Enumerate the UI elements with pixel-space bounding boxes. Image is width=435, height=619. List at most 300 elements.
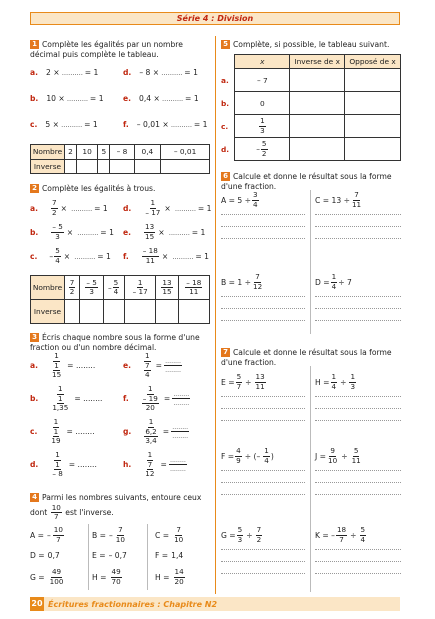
header-inverse: Inverse de x	[290, 55, 345, 69]
exercise-4	[30, 493, 210, 522]
table-cell	[178, 276, 209, 300]
denominator	[142, 428, 159, 446]
answer-cell[interactable]	[161, 159, 210, 174]
number-name: H =	[92, 572, 107, 582]
answer-line[interactable]	[221, 238, 305, 239]
denominator-blank[interactable]: ........	[169, 464, 186, 474]
numerator: 7	[118, 525, 123, 534]
exercise-1-table	[30, 144, 210, 174]
numerator: 7	[69, 277, 75, 287]
equation-item	[30, 120, 98, 129]
answer-line[interactable]	[221, 549, 305, 550]
answer-line[interactable]	[315, 308, 401, 309]
equation-item	[123, 223, 205, 241]
denominator: 2	[261, 148, 267, 158]
complex-fraction-item	[30, 385, 102, 413]
answer-line[interactable]	[315, 549, 401, 550]
fraction	[236, 373, 243, 391]
exercise-number: 1	[30, 40, 39, 49]
expression-J	[315, 447, 363, 465]
item-label: h.	[123, 460, 132, 470]
answer-cell[interactable]	[134, 159, 161, 174]
blank[interactable]: ..........	[161, 94, 184, 103]
equation-item	[123, 199, 211, 217]
numerator: – 5	[52, 222, 63, 231]
grid-divider	[147, 524, 148, 590]
exercise-7-instruction	[221, 348, 401, 367]
number-name: F =	[155, 550, 169, 560]
candidate-number[interactable]	[92, 526, 127, 544]
expression-prefix: H =	[315, 377, 330, 387]
row-label: b.	[221, 98, 230, 108]
answer-line[interactable]	[221, 561, 305, 562]
numerator: 13	[162, 277, 172, 287]
answer-line[interactable]	[221, 296, 305, 297]
fraction	[111, 568, 122, 586]
complex-fraction-item	[123, 418, 190, 446]
equation-right: = 1	[191, 227, 206, 237]
answer-line[interactable]	[221, 573, 305, 574]
candidate-number[interactable]	[155, 568, 186, 586]
expression-prefix: K = –	[315, 530, 335, 540]
table-row	[221, 115, 401, 138]
answer-line[interactable]	[221, 226, 305, 227]
fraction	[144, 199, 161, 217]
item-label: f.	[123, 120, 129, 129]
table-row-header: Nombre	[31, 276, 65, 300]
denominator: 12	[145, 469, 155, 478]
denominator	[49, 362, 64, 380]
equals: = ........	[74, 394, 103, 404]
instruction-text: Calcule et donne le résultat sous la forme d'une fraction.	[221, 348, 392, 367]
complex-fraction	[142, 451, 157, 479]
complex-fraction-item	[123, 352, 183, 380]
fraction	[185, 279, 202, 297]
corner-cell	[221, 55, 235, 69]
number-name: H =	[155, 572, 170, 582]
denominator	[140, 395, 161, 413]
exercise-4-instruction	[30, 493, 210, 503]
numerator: 1	[260, 116, 265, 125]
numerator: – 18	[142, 246, 158, 255]
candidate-number[interactable]	[30, 568, 65, 586]
complex-fraction	[142, 352, 153, 380]
table-row	[221, 69, 401, 92]
blank[interactable]: ..........	[168, 227, 190, 237]
answer-line[interactable]	[315, 408, 401, 409]
instruction-text: Complète les égalités à trous.	[42, 184, 156, 193]
candidate-number[interactable]	[155, 526, 185, 544]
numerator: 5	[236, 372, 242, 381]
page-number: 20	[30, 597, 44, 611]
denominator	[142, 362, 153, 380]
sign: –	[49, 251, 54, 261]
x-value	[235, 92, 290, 115]
numerator: 1	[148, 384, 153, 393]
fraction	[349, 373, 356, 391]
instruction-text: est l'inverse.	[65, 507, 114, 517]
answer-cell[interactable]	[178, 300, 209, 324]
numerator: 10	[51, 502, 61, 512]
inverse-cell[interactable]	[290, 115, 345, 138]
equation-left: – 8 ×	[139, 68, 160, 77]
candidate-number[interactable]	[155, 546, 183, 564]
answer-fraction[interactable]	[164, 357, 182, 375]
answer-line[interactable]	[315, 420, 401, 421]
candidate-number[interactable]	[92, 568, 123, 586]
equation-item	[30, 199, 108, 217]
answer-line[interactable]	[315, 396, 401, 397]
expression-prefix: E =	[221, 377, 235, 387]
blank[interactable]: ..........	[172, 251, 194, 261]
operator: ÷	[350, 530, 357, 540]
equation-right: = 1	[84, 120, 98, 129]
opposite-cell[interactable]	[345, 138, 401, 161]
fraction	[53, 526, 64, 544]
answer-fraction[interactable]	[172, 390, 190, 408]
number-value: – 0,7	[108, 550, 127, 560]
answer-line[interactable]	[315, 482, 401, 483]
expression-prefix: F =	[221, 451, 235, 461]
answer-line[interactable]	[221, 494, 305, 495]
equals: = ........	[68, 460, 97, 470]
blank[interactable]: ..........	[61, 120, 83, 129]
answer-line[interactable]	[221, 470, 305, 471]
inner-fraction	[51, 362, 62, 380]
item-label: a.	[30, 361, 39, 371]
denominator	[49, 395, 71, 413]
blank[interactable]: ..........	[161, 68, 183, 77]
fraction	[69, 279, 76, 297]
numerator-blank[interactable]: ........	[165, 355, 181, 365]
equals: = ........	[66, 427, 95, 437]
opposite-cell[interactable]	[345, 69, 401, 92]
denominator: 4	[253, 199, 258, 209]
sign: –	[46, 530, 51, 540]
denominator: 7	[339, 534, 344, 544]
numerator: 49	[51, 567, 62, 576]
answer-cell[interactable]	[110, 159, 134, 174]
denominator: 2	[52, 207, 57, 217]
complex-fraction-item	[30, 451, 97, 479]
exercise-7	[221, 348, 401, 367]
answer-line[interactable]	[315, 573, 401, 574]
times-sign: ×	[63, 251, 71, 261]
blank[interactable]: ..........	[174, 203, 196, 213]
number-name: D =	[30, 550, 45, 560]
fraction	[142, 247, 159, 265]
answer-cell[interactable]	[125, 300, 156, 324]
blank[interactable]: ..........	[66, 94, 88, 103]
answer-line[interactable]	[315, 214, 401, 215]
denominator: 3	[55, 231, 60, 241]
expression-G	[221, 526, 263, 544]
opposite-cell[interactable]	[345, 92, 401, 115]
equation-right: = 1	[184, 68, 198, 77]
exercise-number: 7	[221, 348, 230, 357]
item-label: d.	[123, 203, 132, 213]
inverse-cell[interactable]	[290, 92, 345, 115]
numerator: 1	[350, 372, 356, 381]
item-label: b.	[30, 94, 39, 103]
x-value	[235, 69, 290, 92]
answer-cell[interactable]	[76, 159, 98, 174]
numerator: 14	[174, 567, 184, 576]
candidate-number[interactable]	[30, 546, 60, 564]
numerator-blank[interactable]: ........	[169, 454, 186, 464]
table-cell: – 0,01	[161, 145, 210, 160]
numerator: 3	[253, 190, 258, 199]
answer-line[interactable]	[221, 482, 305, 483]
denominator: 7	[53, 512, 59, 521]
equation-right: = 1	[84, 68, 99, 77]
item-label: f.	[123, 251, 129, 261]
numerator: 1	[54, 351, 59, 360]
opposite-cell[interactable]	[345, 115, 401, 138]
exercise-5	[221, 40, 401, 50]
numerator: 7	[255, 272, 260, 281]
denominator: 3	[89, 287, 94, 296]
x-value	[235, 138, 290, 161]
table-cell	[65, 276, 80, 300]
item-label: c.	[30, 120, 38, 129]
exercise-5-table	[221, 54, 401, 161]
answer-line[interactable]	[221, 214, 305, 215]
numerator: 1	[54, 360, 59, 370]
table-cell: 0,4	[134, 145, 161, 160]
operator: ÷	[341, 451, 348, 461]
value: – 7	[256, 75, 268, 85]
blank[interactable]: ..........	[77, 227, 99, 237]
inner-fraction	[51, 395, 69, 413]
denominator: 15	[52, 370, 62, 379]
answer-line[interactable]	[315, 470, 401, 471]
inner-fraction	[51, 461, 63, 479]
expression-C	[315, 191, 363, 209]
table-cell	[125, 276, 156, 300]
denominator: 12	[253, 281, 263, 291]
series-title: Série 4 : Division	[30, 12, 400, 25]
blank[interactable]: ..........	[74, 251, 96, 261]
table-row	[221, 138, 401, 161]
fraction	[336, 526, 347, 544]
numerator: 49	[111, 567, 121, 576]
numerator: – 18	[186, 277, 202, 287]
fraction	[49, 568, 65, 586]
header-x: x	[235, 55, 290, 69]
answer-cell[interactable]	[65, 159, 77, 174]
numerator: 18	[336, 525, 347, 534]
operator: ÷	[245, 377, 252, 387]
exercise-number: 4	[30, 493, 39, 502]
complex-fraction-item	[30, 352, 95, 380]
fraction	[360, 526, 367, 544]
denominator: 20	[145, 403, 155, 412]
equation-left: 10 ×	[46, 94, 65, 103]
expression-prefix: G =	[221, 530, 236, 540]
numerator: 1	[58, 393, 63, 403]
number-name: A =	[30, 530, 44, 540]
exercise-number: 2	[30, 184, 39, 193]
item-label: a.	[30, 203, 39, 213]
instruction-text: Calcule et donne le résultat sous la forme d'une fraction.	[221, 172, 392, 191]
numerator: 1	[137, 277, 143, 287]
answer-cell[interactable]	[156, 300, 178, 324]
fraction	[351, 447, 362, 465]
instruction-line-2	[30, 504, 210, 522]
inverse-cell[interactable]	[290, 69, 345, 92]
value: 0	[260, 98, 265, 108]
denominator-blank[interactable]: ........	[173, 398, 190, 408]
number-value: 1,4	[171, 550, 184, 560]
answer-line[interactable]	[221, 308, 305, 309]
inner-fraction	[142, 395, 159, 413]
answer-line[interactable]	[221, 408, 305, 409]
grid-divider	[310, 190, 311, 334]
answer-fraction[interactable]	[169, 456, 187, 474]
answer-line[interactable]	[221, 420, 305, 421]
expression-K	[315, 526, 367, 544]
header-opposite: Opposé de x	[345, 55, 401, 69]
denominator: 2	[69, 287, 75, 296]
fraction	[113, 279, 120, 297]
item-label: g.	[123, 427, 132, 437]
times-sign: ×	[66, 227, 74, 237]
sign: –	[256, 144, 260, 154]
fraction	[115, 526, 126, 544]
fraction	[331, 273, 338, 291]
numerator: 1	[53, 426, 59, 436]
blank[interactable]: ..........	[61, 68, 83, 77]
denominator: 4	[331, 281, 337, 291]
answer-line[interactable]	[315, 494, 401, 495]
candidate-number[interactable]	[30, 526, 65, 544]
numerator-blank[interactable]: ........	[173, 388, 190, 398]
fraction	[132, 279, 149, 297]
equation-right: = 1	[97, 251, 111, 261]
instruction-text: Complète les égalités par un nombre décimal puis complète le tableau.	[30, 40, 183, 59]
equation-right: = 1	[197, 203, 212, 213]
numerator: 5	[360, 525, 366, 534]
equation-item	[30, 223, 114, 241]
equation-left: – 0,01 ×	[136, 120, 169, 129]
denominator: 3	[237, 534, 243, 544]
numerator: 6,2	[145, 426, 157, 436]
exercise-3	[30, 333, 210, 352]
answer-cell[interactable]	[80, 300, 104, 324]
answer-line[interactable]	[315, 238, 401, 239]
denominator-blank[interactable]: ........	[165, 365, 181, 375]
answer-line[interactable]	[315, 561, 401, 562]
equation-right: = 1	[193, 120, 208, 129]
row-label: c.	[221, 121, 229, 131]
denominator: 19	[51, 436, 61, 445]
table-cell	[104, 276, 125, 300]
complex-fraction	[140, 385, 161, 413]
answer-line[interactable]	[315, 296, 401, 297]
denominator: – 8	[52, 469, 63, 478]
times-sign: ×	[161, 251, 169, 261]
denominator: 20	[174, 576, 184, 586]
answer-line[interactable]	[221, 320, 305, 321]
equation-item	[123, 247, 209, 265]
equation-right: = 1	[100, 227, 114, 237]
answer-cell[interactable]	[104, 300, 125, 324]
item-label: b.	[30, 227, 39, 237]
equation-item	[30, 94, 104, 103]
table-row-header: Nombre	[31, 145, 65, 160]
denominator: 15	[145, 231, 155, 241]
exercise-3-instruction	[30, 333, 210, 352]
equation-left: 0,4 ×	[139, 94, 160, 103]
denominator: 15	[162, 287, 172, 296]
numerator: 5	[261, 139, 267, 148]
exercise-number: 5	[221, 40, 230, 49]
blank[interactable]: ..........	[70, 203, 93, 213]
denominator: 4	[55, 255, 60, 265]
answer-cell[interactable]	[65, 300, 80, 324]
numerator: 10	[53, 525, 63, 534]
complex-fraction-item	[123, 385, 191, 413]
denominator: 11	[255, 381, 265, 391]
numerator: 1	[150, 198, 156, 207]
fraction	[255, 373, 266, 391]
numerator: 1	[331, 272, 337, 281]
blank[interactable]: ..........	[170, 120, 192, 129]
row-label: d.	[221, 144, 230, 154]
numerator: 1	[53, 417, 59, 426]
answer-cell[interactable]	[98, 159, 110, 174]
numerator: 1	[145, 351, 150, 360]
instruction-text: Écris chaque nombre sous la forme d'une fraction ou d'un nombre décimal.	[30, 333, 200, 352]
denominator: – 17	[132, 287, 148, 296]
equals: =	[162, 427, 170, 437]
equals: =	[160, 460, 167, 470]
inverse-cell[interactable]	[290, 138, 345, 161]
denominator-blank[interactable]: ........	[172, 431, 189, 441]
numerator: 5	[237, 525, 243, 534]
number-name: B =	[92, 530, 106, 540]
times-sign: ×	[60, 203, 67, 213]
answer-line[interactable]	[315, 226, 401, 227]
fraction	[261, 140, 268, 158]
denominator: 10	[174, 534, 184, 544]
item-label: c.	[30, 427, 38, 437]
expression-H	[315, 373, 357, 391]
exercise-2-instruction	[30, 184, 210, 194]
candidate-number[interactable]	[92, 546, 127, 564]
numerator: 13	[255, 372, 265, 381]
fraction	[51, 199, 58, 217]
answer-line[interactable]	[221, 396, 305, 397]
denominator: 2	[256, 534, 262, 544]
equals: =	[163, 394, 171, 404]
item-label: a.	[30, 68, 39, 77]
answer-line[interactable]	[315, 320, 401, 321]
answer-fraction[interactable]	[171, 423, 189, 441]
table-cell: 10	[76, 145, 98, 160]
numerator: 1	[55, 450, 60, 459]
numerator-blank[interactable]: ........	[172, 421, 189, 431]
denominator: 10	[115, 534, 125, 544]
fraction	[259, 117, 266, 135]
numerator: 1	[147, 450, 153, 459]
denominator: 1,35	[52, 403, 69, 412]
complex-fraction	[49, 352, 64, 380]
numerator: 7	[147, 459, 153, 469]
complex-fraction	[49, 451, 65, 479]
denominator: 100	[49, 576, 64, 586]
